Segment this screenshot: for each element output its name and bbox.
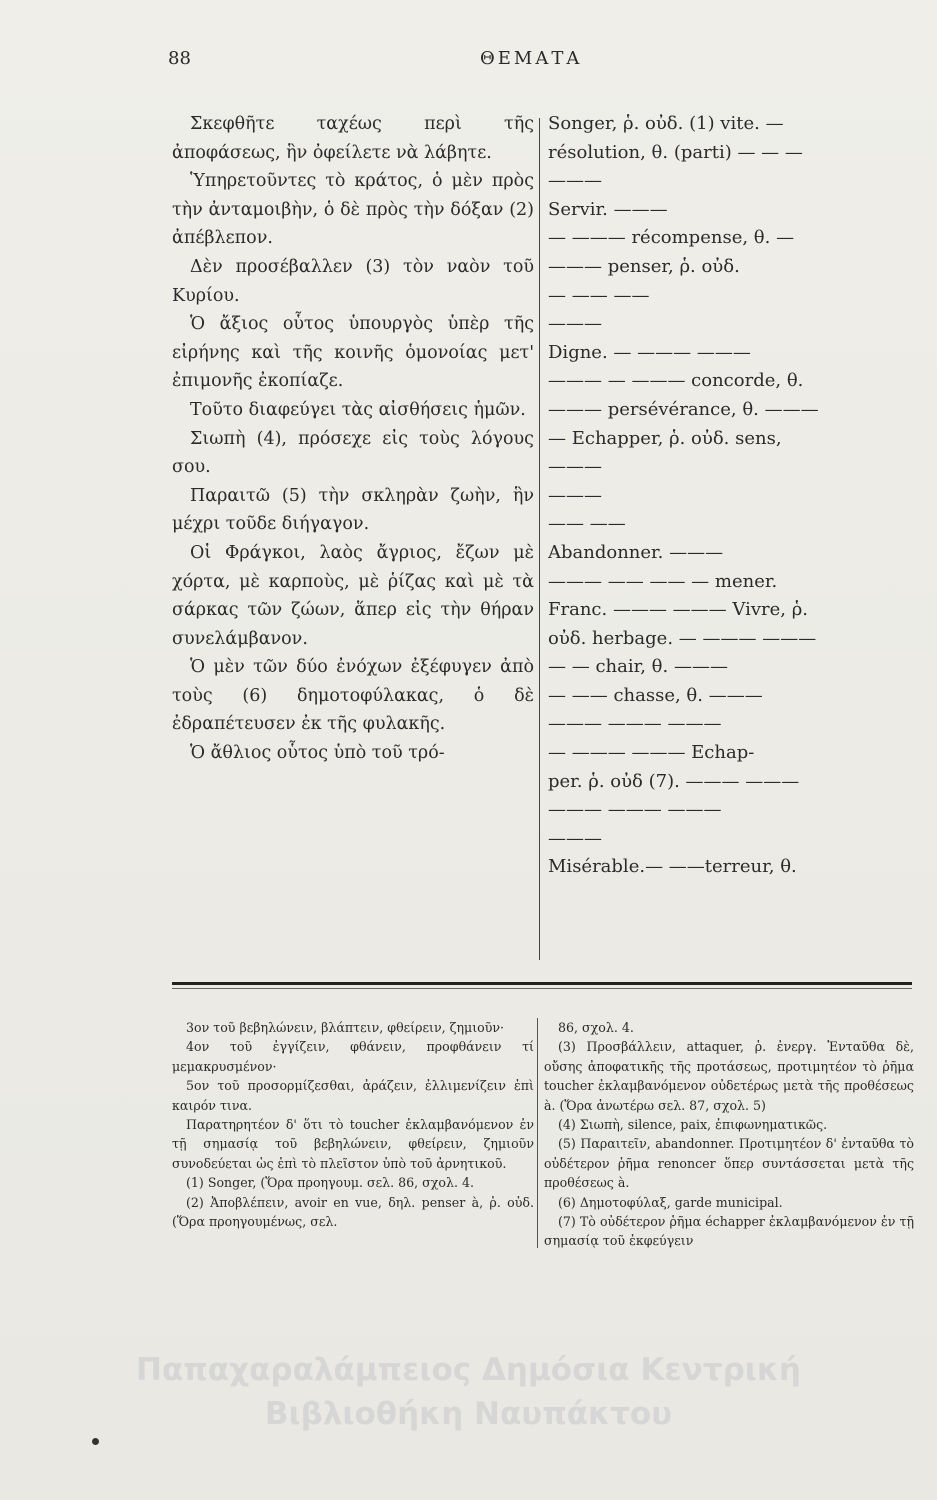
greek-paragraph: Ὑπηρετοῦντες τὸ κράτος, ὁ μὲν πρὸς τὴν ἀνταμοιβὴν, ὁ δὲ πρὸς τὴν δόξαν (2) ἀπέβλεπον.: [172, 171, 534, 249]
vocab-line: ———: [548, 827, 602, 849]
vocab-line: — — chair, θ. ———: [548, 656, 728, 678]
footnote: (1) Songer, (Ὅρα προηγουμ. σελ. 86, σχολ. 4.: [186, 1175, 475, 1191]
page-mark-dot: [92, 1438, 99, 1445]
vocab-line: ——— —— —— — mener.: [548, 570, 778, 592]
footnote: (5) Παραιτεῖν, abandonner. Προτιμητέον δ' ἐνταῦθα τὸ οὐδέτερον ῥῆμα renoncer ὅπερ συντάσσεται μετὰ τῆς προθέσεως à.: [544, 1136, 914, 1191]
footnote-separator-thin: [172, 988, 912, 989]
footnote: 4ον τοῦ ἐγγίζειν, φθάνειν, προφθάνειν τί μεμακρυσμένον·: [172, 1039, 534, 1074]
footnote: 5ον τοῦ προσορμίζεσθαι, ἀράζειν, ἐλλιμενίζειν ἐπὶ καιρόν τινα.: [172, 1078, 534, 1113]
footnote: (7) Τὸ οὐδέτερον ῥῆμα échapper ἐκλαμβανόμενον ἐν τῇ σημασίᾳ τοῦ ἐκφεύγειν: [544, 1214, 914, 1249]
footnote-separator-thick: [172, 982, 912, 985]
vocab-line: Abandonner. ———: [548, 541, 724, 563]
vocab-line: per. ῥ. οὐδ (7). ——— ———: [548, 770, 800, 792]
footnotes-left-column: [172, 1018, 534, 1231]
vocab-line: οὐδ. herbage. — ——— ———: [548, 627, 817, 649]
greek-paragraph: Παραιτῶ (5) τὴν σκληρὰν ζωὴν, ἣν μέχρι τοῦδε διήγαγον.: [172, 485, 534, 535]
vocab-line: ———: [548, 170, 602, 192]
vocab-line: Digne. — ——— ———: [548, 341, 751, 363]
vocab-line: — —— ——: [548, 284, 650, 306]
footnote: (4) Σιωπὴ, silence, paix, ἐπιφωνηματικῶς.: [558, 1117, 828, 1133]
vocab-line: — Echapper, ῥ. οὐδ. sens,: [548, 427, 782, 449]
vocab-line: ——— ——— ———: [548, 799, 722, 821]
greek-column: [172, 110, 534, 768]
vocab-line: ———: [548, 313, 602, 335]
footnote-column-divider: [537, 1018, 538, 1248]
greek-paragraph: Ὁ ἄξιος οὗτος ὑπουργὸς ὑπὲρ τῆς εἰρήνης καὶ τῆς κοινῆς ὁμονοίας μετ' ἐπιμονῆς ἐκοπίαζε.: [172, 314, 534, 392]
vocab-line: ——— — ——— concorde, θ.: [548, 370, 804, 392]
footnotes-right-column: [544, 1018, 914, 1251]
footnotes: [172, 1018, 914, 1253]
watermark-line: Βιβλιοθήκη Ναυπάκτου: [264, 1396, 673, 1432]
exercise-body: [172, 110, 914, 960]
greek-paragraph: Δὲν προσέβαλλεν (3) τὸν ναὸν τοῦ Κυρίου.: [172, 256, 534, 306]
column-divider: [539, 118, 540, 960]
footnote: 3ον τοῦ βεβηλώνειν, βλάπτειν, φθείρειν, ζημιοῦν·: [186, 1020, 505, 1035]
french-vocabulary-column: [548, 110, 914, 882]
vocab-line: — —— chasse, θ. ———: [548, 684, 763, 706]
footnote: Παρατηρητέον δ' ὅτι τὸ toucher ἐκλαμβανόμενον ἐν τῇ σημασίᾳ τοῦ βεβηλώνειν, φθείρειν, ζημιοῦν συνοδεύεται ὡς ἐπὶ τὸ πλεῖστον ὑπὸ τοῦ ἀρνητικοῦ.: [172, 1117, 534, 1171]
running-title: ΘΕΜΑΤΑ: [480, 48, 583, 69]
footnote: (6) Δημοτοφύλαξ, garde municipal.: [558, 1194, 783, 1210]
greek-paragraph: Ὁ μὲν τῶν δύο ἐνόχων ἐξέφυγεν ἀπὸ τοὺς (6) δημοτοφύλακας, ὁ δὲ ἐδραπέτευσεν ἐκ τῆς φυλακῆς.: [172, 657, 534, 735]
vocab-line: Servir. ———: [548, 198, 668, 220]
library-watermark: [0, 1348, 937, 1436]
vocab-line: — ——— récompense, θ. —: [548, 227, 795, 249]
greek-paragraph: Τοῦτο διαφεύγει τὰς αἰσθήσεις ἡμῶν.: [190, 399, 526, 420]
page-number: 88: [168, 48, 191, 69]
footnote: (3) Προσβάλλειν, attaquer, ῥ. ἐνεργ. Ἐνταῦθα δὲ, οὔσης ἀποφατικῆς τῆς προτάσεως, προτιμητέον τὸ ῥῆμα toucher ἐκλαμβανόμενον οὐδετέρως μετὰ τῆς προθέσεως à. (Ὅρα ἀνωτέρω σελ. 87, σχολ. 5): [544, 1039, 914, 1113]
vocab-line: résolution, θ. (parti) — — —: [548, 141, 803, 163]
page-header: [0, 48, 937, 78]
vocab-line: —— ——: [548, 513, 626, 535]
vocab-line: ——— ——— ———: [548, 713, 722, 735]
footnote: (2) Ἀποβλέπειν, avoir en vue, δηλ. penser à, ῥ. οὐδ. (Ὅρα προηγουμένως, σελ.: [172, 1194, 534, 1230]
vocab-line: — ——— ——— Echap-: [548, 742, 755, 764]
greek-paragraph: Σκεφθῆτε ταχέως περὶ τῆς ἀποφάσεως, ἣν ὀφείλετε νὰ λάβητε.: [172, 114, 534, 163]
greek-paragraph: Ὁ ἄθλιος οὗτος ὑπὸ τοῦ τρό-: [190, 743, 445, 764]
vocab-line: Misérable.— ——terreur, θ.: [548, 856, 797, 878]
vocab-line: Songer, ῥ. οὐδ. (1) vite. —: [548, 113, 784, 134]
vocab-line: Franc. ——— ——— Vivre, ῥ.: [548, 599, 808, 621]
vocab-line: ——— penser, ῥ. οὐδ.: [548, 255, 740, 277]
watermark-line: Παπαχαραλάμπειος Δημόσια Κεντρική: [136, 1352, 801, 1388]
footnote: 86, σχολ. 4.: [558, 1020, 634, 1035]
vocab-line: ———: [548, 484, 602, 506]
vocab-line: ———: [548, 456, 602, 478]
vocab-line: ——— persévérance, θ. ———: [548, 398, 819, 420]
greek-paragraph: Οἱ Φράγκοι, λαὸς ἄγριος, ἔζων μὲ χόρτα, μὲ καρποὺς, μὲ ῥίζας καὶ μὲ τὰ σάρκας τῶν ζώων, ἅπερ εἰς τὴν θήραν συνελάμβανον.: [172, 542, 534, 649]
greek-paragraph: Σιωπὴ (4), πρόσεχε εἰς τοὺς λόγους σου.: [172, 428, 534, 478]
